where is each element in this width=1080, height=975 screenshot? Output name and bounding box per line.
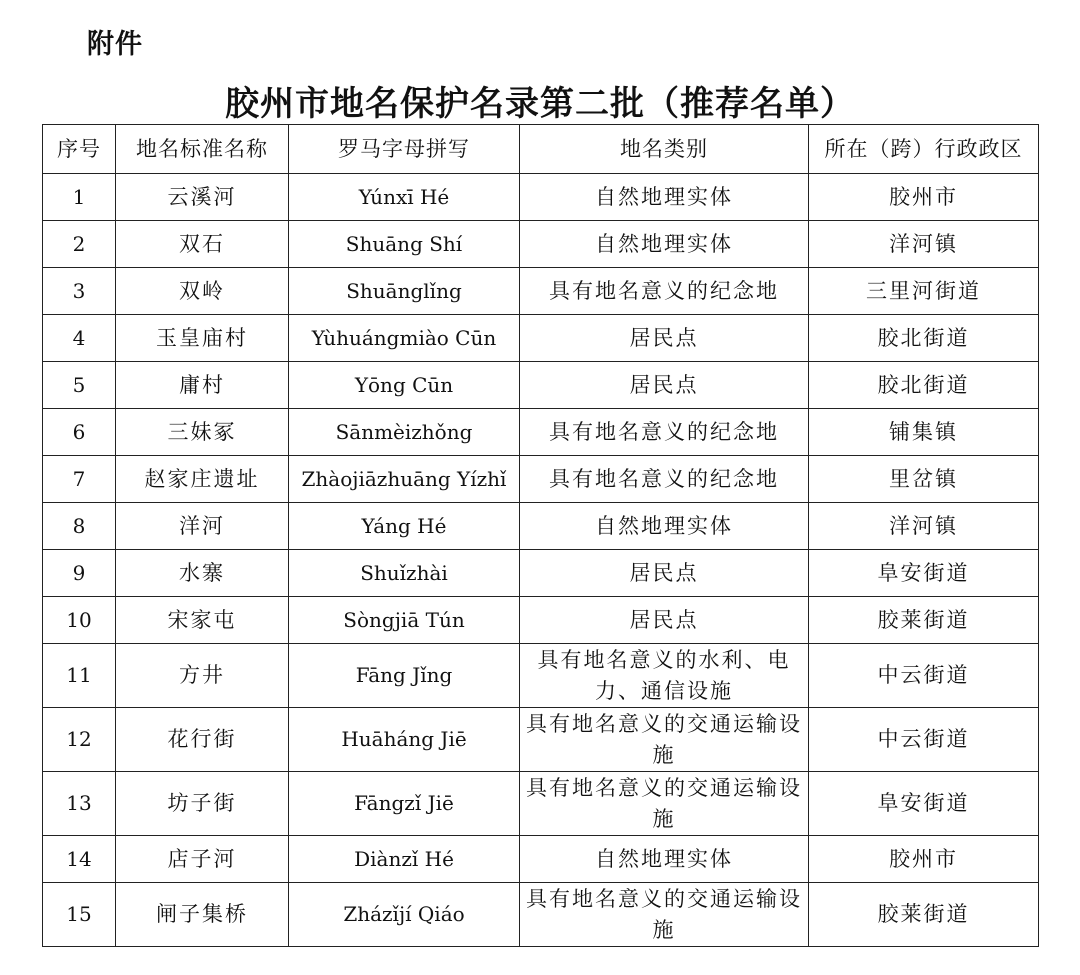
cell-serial-number: 1 xyxy=(43,174,116,221)
document-title: 胶州市地名保护名录第二批（推荐名单） xyxy=(225,84,855,124)
cell-category: 自然地理实体 xyxy=(520,174,809,221)
cell-district: 胶莱街道 xyxy=(809,597,1039,644)
cell-roman-spelling: Huāháng Jiē xyxy=(289,708,520,772)
cell-district: 胶莱街道 xyxy=(809,883,1039,947)
table-row xyxy=(43,772,1039,836)
cell-roman-spelling: Yúnxī Hé xyxy=(289,174,520,221)
cell-category: 自然地理实体 xyxy=(520,221,809,268)
header-category: 地名类别 xyxy=(520,125,809,174)
cell-category: 居民点 xyxy=(520,597,809,644)
cell-roman-spelling: Fāng Jǐng xyxy=(289,644,520,708)
cell-serial-number: 4 xyxy=(43,315,116,362)
cell-district: 胶州市 xyxy=(809,836,1039,883)
cell-serial-number: 13 xyxy=(43,772,116,836)
table-row xyxy=(43,221,1039,268)
cell-roman-spelling: Shuǐzhài xyxy=(289,550,520,597)
cell-roman-spelling: Yōng Cūn xyxy=(289,362,520,409)
cell-serial-number: 5 xyxy=(43,362,116,409)
cell-serial-number: 3 xyxy=(43,268,116,315)
cell-standard-name: 玉皇庙村 xyxy=(116,315,289,362)
cell-standard-name: 闸子集桥 xyxy=(116,883,289,947)
cell-category: 具有地名意义的交通运输设施 xyxy=(520,772,809,836)
table-row xyxy=(43,597,1039,644)
cell-district: 中云街道 xyxy=(809,708,1039,772)
cell-serial-number: 7 xyxy=(43,456,116,503)
cell-standard-name: 宋家屯 xyxy=(116,597,289,644)
cell-roman-spelling: Yáng Hé xyxy=(289,503,520,550)
cell-serial-number: 14 xyxy=(43,836,116,883)
cell-roman-spelling: Shuānglǐng xyxy=(289,268,520,315)
cell-category: 具有地名意义的交通运输设施 xyxy=(520,708,809,772)
cell-category: 具有地名意义的纪念地 xyxy=(520,268,809,315)
cell-district: 里岔镇 xyxy=(809,456,1039,503)
cell-standard-name: 方井 xyxy=(116,644,289,708)
cell-roman-spelling: Sānmèizhǒng xyxy=(289,409,520,456)
table-row xyxy=(43,409,1039,456)
attachment-label: 附件 xyxy=(87,29,143,60)
cell-district: 铺集镇 xyxy=(809,409,1039,456)
cell-roman-spelling: Yùhuángmiào Cūn xyxy=(289,315,520,362)
cell-district: 中云街道 xyxy=(809,644,1039,708)
cell-standard-name: 双石 xyxy=(116,221,289,268)
table-row xyxy=(43,268,1039,315)
table-row xyxy=(43,708,1039,772)
cell-roman-spelling: Sòngjiā Tún xyxy=(289,597,520,644)
table-row xyxy=(43,550,1039,597)
cell-serial-number: 6 xyxy=(43,409,116,456)
cell-district: 洋河镇 xyxy=(809,221,1039,268)
table-row xyxy=(43,503,1039,550)
cell-standard-name: 云溪河 xyxy=(116,174,289,221)
cell-district: 胶北街道 xyxy=(809,362,1039,409)
table-row xyxy=(43,456,1039,503)
cell-standard-name: 店子河 xyxy=(116,836,289,883)
cell-standard-name: 洋河 xyxy=(116,503,289,550)
table-row xyxy=(43,836,1039,883)
cell-roman-spelling: Shuāng Shí xyxy=(289,221,520,268)
cell-category: 自然地理实体 xyxy=(520,503,809,550)
cell-serial-number: 10 xyxy=(43,597,116,644)
cell-category: 居民点 xyxy=(520,315,809,362)
place-name-table xyxy=(42,124,1039,947)
cell-standard-name: 水寨 xyxy=(116,550,289,597)
cell-serial-number: 15 xyxy=(43,883,116,947)
cell-roman-spelling: Fāngzǐ Jiē xyxy=(289,772,520,836)
cell-serial-number: 11 xyxy=(43,644,116,708)
cell-category: 自然地理实体 xyxy=(520,836,809,883)
cell-district: 三里河街道 xyxy=(809,268,1039,315)
cell-category: 居民点 xyxy=(520,550,809,597)
cell-standard-name: 赵家庄遗址 xyxy=(116,456,289,503)
cell-serial-number: 2 xyxy=(43,221,116,268)
table-row xyxy=(43,644,1039,708)
cell-district: 胶北街道 xyxy=(809,315,1039,362)
table-row xyxy=(43,315,1039,362)
cell-category: 居民点 xyxy=(520,362,809,409)
cell-serial-number: 8 xyxy=(43,503,116,550)
cell-roman-spelling: Zházǐjí Qiáo xyxy=(289,883,520,947)
cell-category: 具有地名意义的纪念地 xyxy=(520,409,809,456)
cell-district: 阜安街道 xyxy=(809,772,1039,836)
header-standard-name: 地名标准名称 xyxy=(116,125,289,174)
cell-roman-spelling: Zhàojiāzhuāng Yízhǐ xyxy=(289,456,520,503)
table-row xyxy=(43,174,1039,221)
table-header-row xyxy=(43,125,1039,174)
header-roman-spelling: 罗马字母拼写 xyxy=(289,125,520,174)
cell-serial-number: 9 xyxy=(43,550,116,597)
cell-standard-name: 庸村 xyxy=(116,362,289,409)
cell-serial-number: 12 xyxy=(43,708,116,772)
cell-standard-name: 花行街 xyxy=(116,708,289,772)
table-row xyxy=(43,883,1039,947)
cell-district: 阜安街道 xyxy=(809,550,1039,597)
cell-roman-spelling: Diànzǐ Hé xyxy=(289,836,520,883)
header-district: 所在（跨）行政政区 xyxy=(809,125,1039,174)
cell-district: 胶州市 xyxy=(809,174,1039,221)
cell-standard-name: 坊子街 xyxy=(116,772,289,836)
cell-standard-name: 双岭 xyxy=(116,268,289,315)
header-serial-number: 序号 xyxy=(43,125,116,174)
cell-category: 具有地名意义的交通运输设施 xyxy=(520,883,809,947)
cell-district: 洋河镇 xyxy=(809,503,1039,550)
cell-standard-name: 三妹冢 xyxy=(116,409,289,456)
cell-category: 具有地名意义的纪念地 xyxy=(520,456,809,503)
cell-category: 具有地名意义的水利、电力、通信设施 xyxy=(520,644,809,708)
table-row xyxy=(43,362,1039,409)
